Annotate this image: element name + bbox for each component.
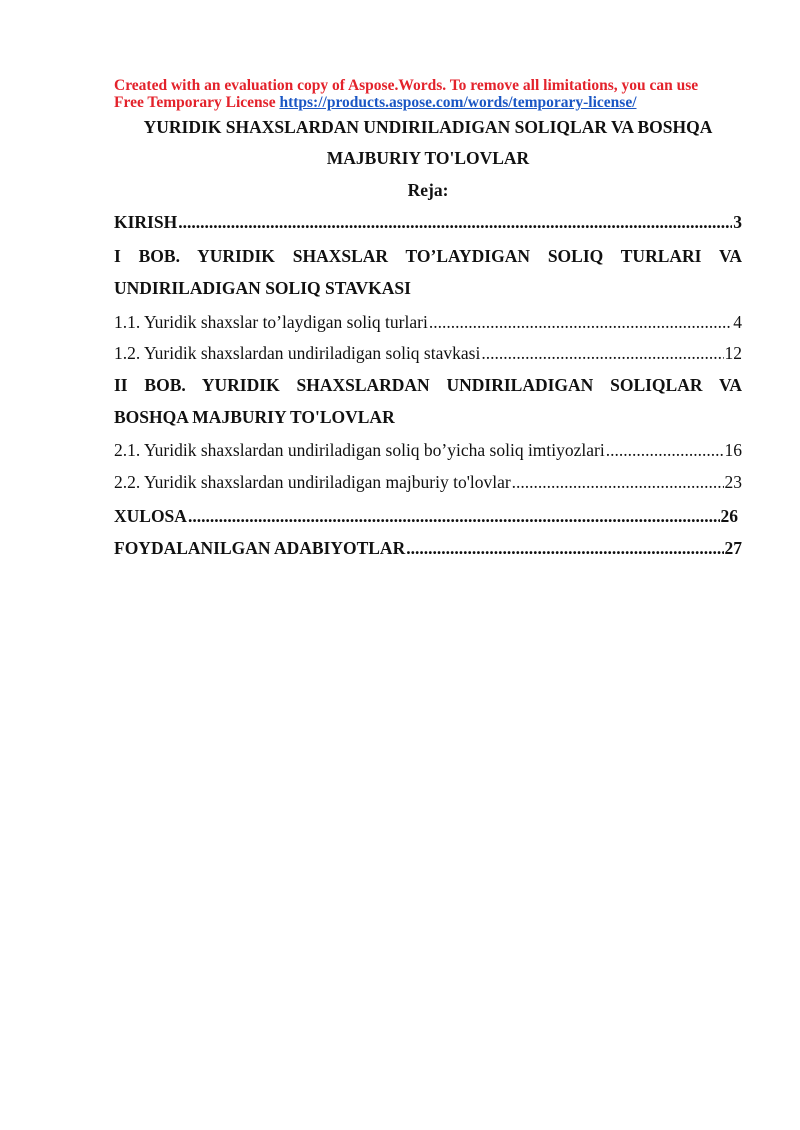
document-title-line2: MAJBURIY TO'LOVLAR	[326, 148, 530, 168]
evaluation-notice-line1: Created with an evaluation copy of Aspose.Words. To remove all limitations, you can use	[114, 77, 699, 94]
temporary-license-link[interactable]: https://products.aspose.com/words/temporary-license/	[279, 94, 637, 111]
toc-chapter2-line2[interactable]: BOSHQA MAJBURIY TO'LOVLAR	[114, 407, 395, 427]
toc-page-number: 3	[733, 212, 742, 232]
evaluation-notice	[114, 77, 754, 111]
toc-leader-dots	[481, 343, 723, 364]
evaluation-notice-line2	[114, 94, 754, 111]
toc-leader-dots	[188, 506, 720, 527]
toc-leader-dots	[429, 312, 732, 333]
toc-entry-1-2[interactable]	[114, 343, 742, 364]
toc-entry-label: KIRISH	[114, 212, 178, 232]
plan-heading: Reja:	[407, 180, 449, 200]
evaluation-notice-prefix: Free Temporary License	[114, 94, 280, 111]
toc-entry-intro[interactable]	[114, 212, 742, 233]
toc-entry-label: 1.2. Yuridik shaxslardan undiriladigan soliq stavkasi	[114, 343, 481, 363]
toc-entry-2-1[interactable]	[114, 440, 742, 461]
toc-entry-label: 2.1. Yuridik shaxslardan undiriladigan soliq bo’yicha soliq imtiyozlari	[114, 440, 605, 460]
toc-page-number: 26	[720, 506, 738, 526]
toc-entry-label: FOYDALANILGAN ADABIYOTLAR	[114, 538, 406, 558]
toc-chapter1-line2[interactable]: UNDIRILADIGAN SOLIQ STAVKASI	[114, 278, 411, 298]
toc-entry-1-1[interactable]	[114, 312, 742, 333]
toc-entry-label: XULOSA	[114, 506, 187, 526]
toc-entry-label: 1.1. Yuridik shaxslar to’laydigan soliq turlari	[114, 312, 428, 332]
toc-entry-conclusion[interactable]	[114, 506, 738, 527]
toc-leader-dots	[512, 472, 724, 493]
toc-entry-2-2[interactable]	[114, 472, 742, 493]
toc-entry-label: 2.2. Yuridik shaxslardan undiriladigan majburiy to'lovlar	[114, 472, 511, 492]
document-title-line1: YURIDIK SHAXSLARDAN UNDIRILADIGAN SOLIQLAR VA BOSHQA	[143, 117, 713, 137]
toc-page-number: 23	[724, 472, 742, 492]
toc-leader-dots	[406, 538, 723, 559]
toc-leader-dots	[606, 440, 724, 461]
toc-page-number: 16	[724, 440, 742, 460]
toc-page-number: 4	[733, 312, 742, 332]
toc-page-number: 12	[724, 343, 742, 363]
toc-leader-dots	[178, 212, 732, 233]
toc-chapter2-line1[interactable]: II BOB. YURIDIK SHAXSLARDAN UNDIRILADIGAN SOLIQLAR VA	[114, 375, 742, 395]
toc-entry-references[interactable]	[114, 538, 742, 559]
toc-page-number: 27	[724, 538, 742, 558]
toc-chapter1-line1[interactable]: I BOB. YURIDIK SHAXSLAR TO’LAYDIGAN SOLIQ TURLARI VA	[114, 246, 742, 266]
